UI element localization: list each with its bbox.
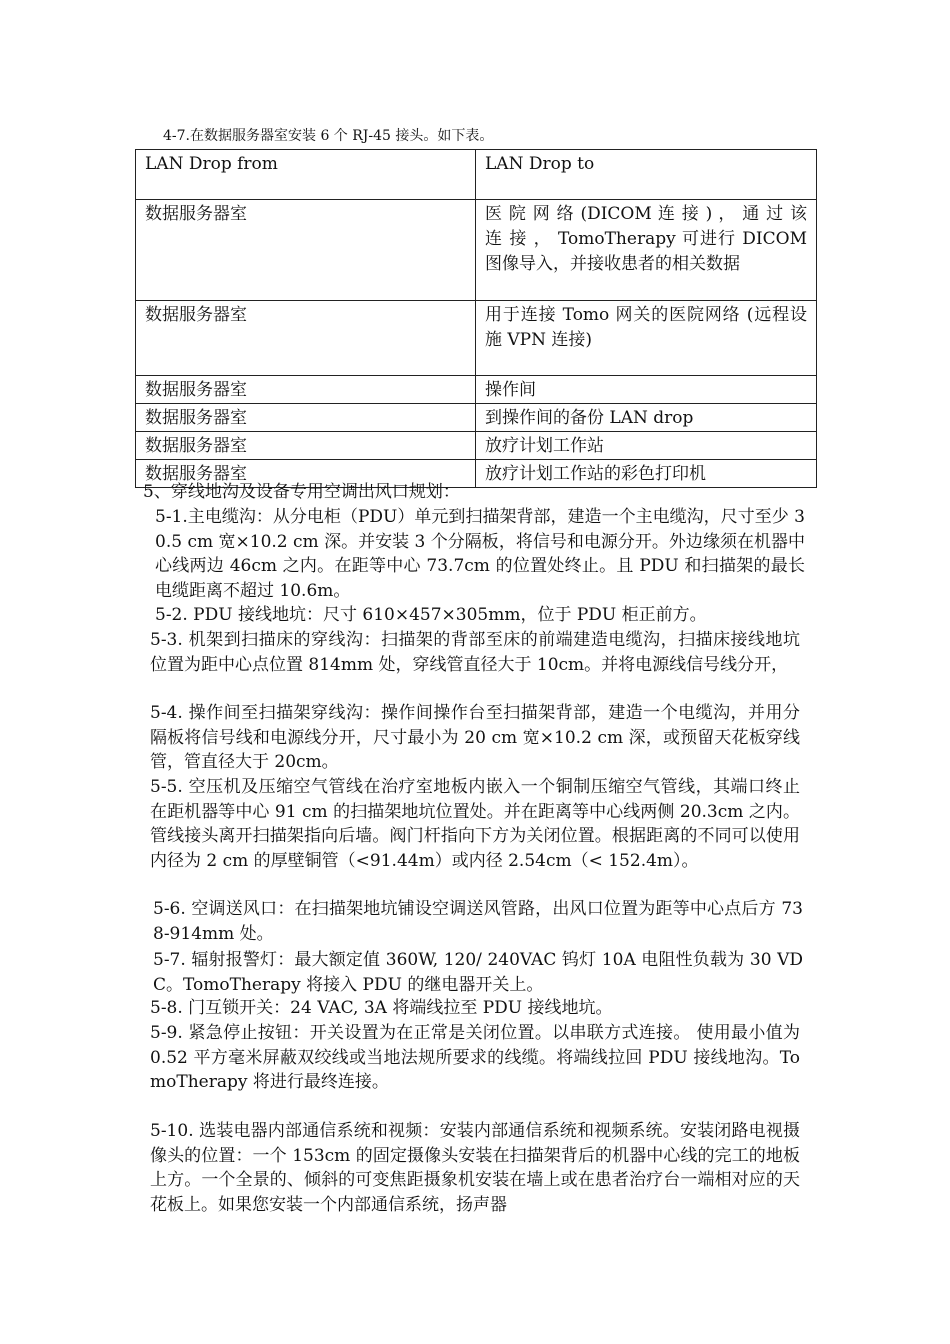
list-item: 5-2. PDU 接线地坑：尺寸 610×457×305mm，位于 PDU 柜正前方。: [155, 605, 707, 625]
table-cell: 操作间: [476, 376, 817, 404]
table-row: [136, 404, 817, 432]
lan-drop-table: [135, 149, 817, 488]
table-cell: 数据服务器室: [136, 200, 476, 301]
table-cell: 数据服务器室: [136, 404, 476, 432]
list-item: 5-10. 选装电器内部通信系统和视频：安装内部通信系统和视频系统。安装闭路电视摄像头的位置：一个 153cm 的固定摄像头安装在扫描架背后的机器中心线的完工的地板上方。一个全景的、倾斜的可变焦距摄象机安装在墙上或在患者治疗台一端相对应的天花板上。如果您安装一个内部通信系统，扬声器: [150, 1121, 800, 1215]
list-item: 5-9. 紧急停止按钮：开关设置为在正常是关闭位置。以串联方式连接。 使用最小值为 0.52 平方毫米屏蔽双绞线或当地法规所要求的线缆。将端线拉回 PDU 接线地沟。TomoTherapy 将进行最终连接。: [150, 1023, 800, 1092]
table-cell: 放疗计划工作站的彩色打印机: [476, 460, 817, 488]
section-heading: 5、穿线地沟及设备专用空调出风口规划：: [143, 482, 460, 502]
list-item: 5-4. 操作间至扫描架穿线沟：操作间操作台至扫描架背部，建造一个电缆沟，并用分隔板将信号线和电源线分开，尺寸最小为 20 cm 宽×10.2 cm 深，或预留天花板穿线管，管直径大于 20cm。: [150, 703, 800, 772]
header-cell-to: LAN Drop to: [476, 150, 817, 200]
table-caption: 4-7.在数据服务器室安装 6 个 RJ-45 接头。如下表。: [163, 128, 494, 144]
table-cell: 数据服务器室: [136, 376, 476, 404]
table-cell: 用于连接 Tomo 网关的医院网络 (远程设施 VPN 连接): [476, 301, 817, 376]
table-row: [136, 301, 817, 376]
table-cell: 数据服务器室: [136, 301, 476, 376]
header-cell-from: LAN Drop from: [136, 150, 476, 200]
table-cell: 到操作间的备份 LAN drop: [476, 404, 817, 432]
list-item: 5-6. 空调送风口：在扫描架地坑铺设空调送风管路，出风口位置为距等中心点后方 738-914mm 处。: [153, 899, 803, 944]
table-row: [136, 200, 817, 301]
table-cell: 数据服务器室: [136, 460, 476, 488]
table-row: [136, 376, 817, 404]
list-item: 5-7. 辐射报警灯：最大额定值 360W, 120/ 240VAC 钨灯 10A 电阻性负载为 30 VDC。TomoTherapy 将接入 PDU 的继电器开关上。: [153, 950, 803, 995]
table-cell: 医 院 网 络 (DICOM 连 接 ) ， 通 过 该 连 接 ， TomoTherapy 可进行 DICOM 图像导入，并接收患者的相关数据: [476, 200, 817, 301]
table-header-row: [136, 150, 817, 200]
list-item: 5-5. 空压机及压缩空气管线在治疗室地板内嵌入一个铜制压缩空气管线，其端口终止在距机器等中心 91 cm 的扫描架地坑位置处。并在距离等中心线两侧 20.3cm 之内。管线接头离开扫描架指向后墙。阀门杆指向下方为关闭位置。根据距离的不同可以使用内径为 2 cm 的厚壁铜管（<91.44m）或内径 2.54cm（< 152.4m）。: [150, 777, 800, 871]
list-item: 5-3. 机架到扫描床的穿线沟：扫描架的背部至床的前端建造电缆沟，扫描床接线地坑位置为距中心点位置 814mm 处，穿线管直径大于 10cm。并将电源线信号线分开，: [150, 630, 800, 675]
table-cell: 数据服务器室: [136, 432, 476, 460]
table-row: [136, 432, 817, 460]
list-item: 5-1.主电缆沟：从分电柜（PDU）单元到扫描架背部，建造一个主电缆沟，尺寸至少 30.5 cm 宽×10.2 cm 深。并安装 3 个分隔板，将信号和电源分开。外边缘须在机器中心线两边 46cm 之内。在距等中心 73.7cm 的位置处终止。且 PDU 和扫描架的最长电缆距离不超过 10.6m。: [155, 507, 805, 601]
list-item: 5-8. 门互锁开关：24 VAC, 3A 将端线拉至 PDU 接线地坑。: [150, 998, 613, 1018]
table-cell: 放疗计划工作站: [476, 432, 817, 460]
